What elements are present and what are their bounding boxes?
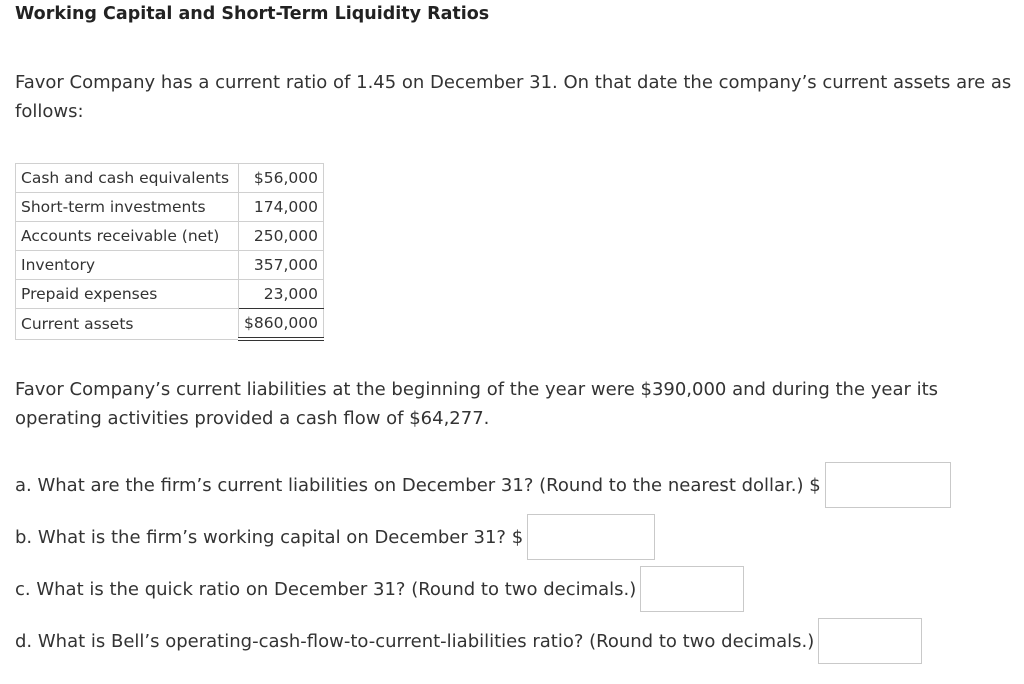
current-assets-table [15, 163, 324, 341]
question-b [15, 514, 655, 560]
asset-label: Short-term investments [16, 193, 239, 222]
question-c [15, 566, 744, 612]
asset-label: Current assets [16, 309, 239, 340]
intro-paragraph: Favor Company has a current ratio of 1.45 on December 31. On that date the company’s current assets are as follows: [15, 72, 1012, 122]
liabilities-paragraph: Favor Company’s current liabilities at the beginning of the year were $390,000 and during the year its operating activities provided a cash flow of $64,277. [15, 379, 939, 429]
asset-label: Prepaid expenses [16, 280, 239, 309]
question-c-text: c. What is the quick ratio on December 31? (Round to two decimals.) [15, 578, 637, 600]
asset-label: Accounts receivable (net) [16, 222, 239, 251]
page-title: Working Capital and Short-Term Liquidity Ratios [15, 4, 490, 24]
question-b-text: b. What is the firm’s working capital on December 31? $ [15, 526, 524, 548]
asset-amount: 23,000 [239, 280, 324, 309]
asset-total-amount: $860,000 [239, 309, 324, 340]
table-row [16, 251, 324, 280]
question-a [15, 462, 951, 508]
answer-b-input[interactable] [527, 514, 655, 560]
question-d-text: d. What is Bell’s operating-cash-flow-to-current-liabilities ratio? (Round to two decimals.) [15, 630, 815, 652]
table-row [16, 280, 324, 309]
asset-label: Cash and cash equivalents [16, 164, 239, 193]
asset-label: Inventory [16, 251, 239, 280]
table-row [16, 164, 324, 193]
asset-amount: 174,000 [239, 193, 324, 222]
question-a-text: a. What are the firm’s current liabilities on December 31? (Round to the nearest dollar.) $ [15, 474, 821, 496]
asset-amount: $56,000 [239, 164, 324, 193]
asset-amount: 250,000 [239, 222, 324, 251]
table-row [16, 222, 324, 251]
answer-a-input[interactable] [825, 462, 951, 508]
answer-c-input[interactable] [640, 566, 744, 612]
asset-amount: 357,000 [239, 251, 324, 280]
table-row [16, 193, 324, 222]
table-row-total [16, 309, 324, 340]
question-d [15, 618, 922, 664]
answer-d-input[interactable] [818, 618, 922, 664]
